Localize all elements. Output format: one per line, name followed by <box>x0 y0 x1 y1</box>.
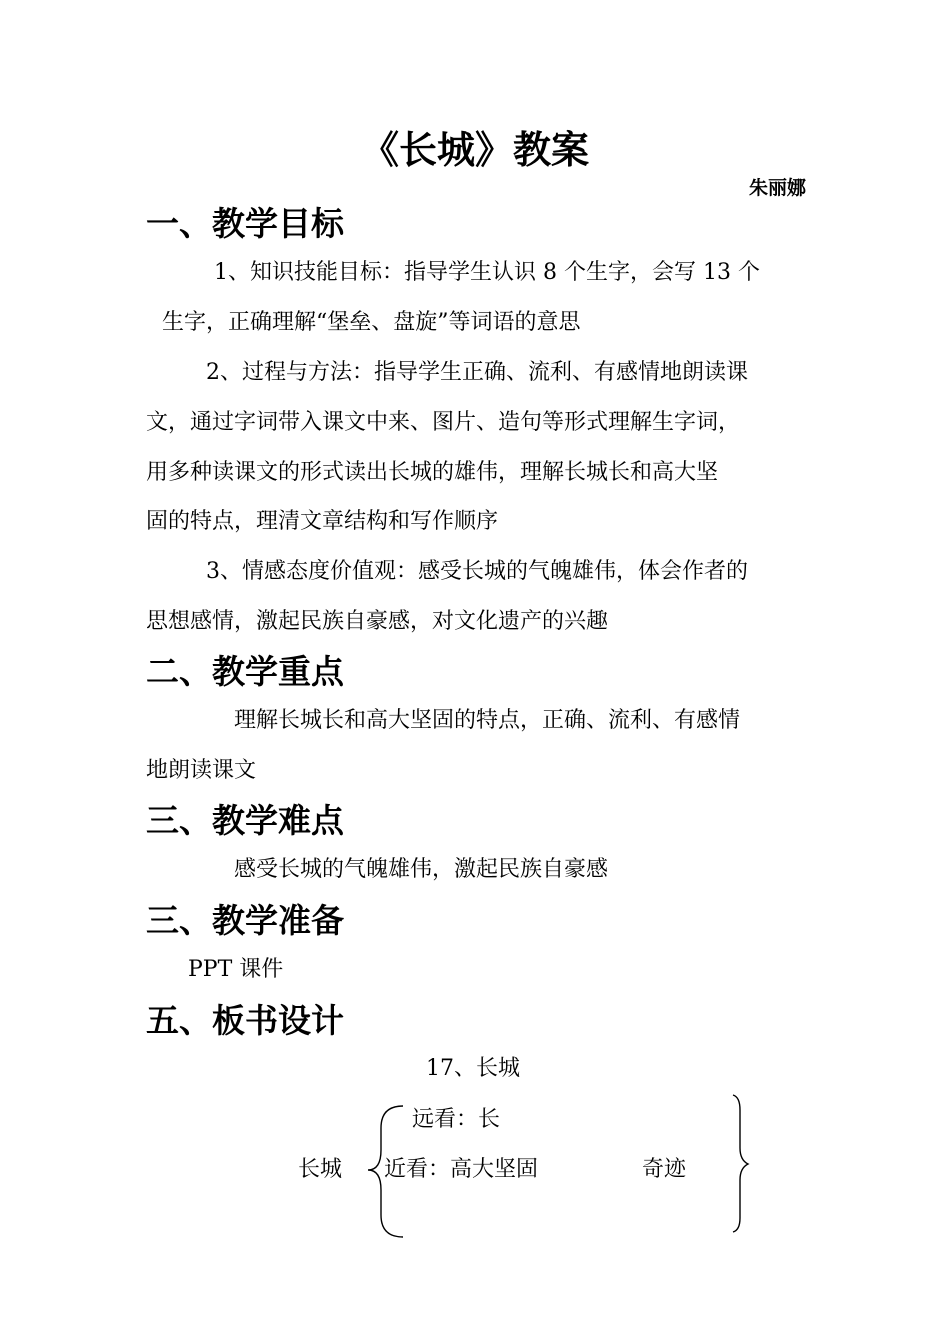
goal-1-line-1: 1、知识技能目标：指导学生认识 8 个生字，会写 13 个 <box>214 260 760 285</box>
section-heading-preparation: 三、教学准备 <box>146 901 344 940</box>
focus-line-1: 理解长城长和高大坚固的特点，正确、流利、有感情 <box>234 708 741 733</box>
difficulty-line-1: 感受长城的气魄雄伟，激起民族自豪感 <box>234 857 609 882</box>
board-subject: 长城 <box>298 1157 343 1182</box>
author-name: 朱丽娜 <box>748 177 806 199</box>
goal-3-line-1: 3、情感态度价值观：感受长城的气魄雄伟，体会作者的 <box>206 559 748 584</box>
section-heading-goals: 一、教学目标 <box>146 204 344 243</box>
board-near-view: 近看：高大坚固 <box>384 1157 539 1182</box>
goal-2-line-1: 2、过程与方法：指导学生正确、流利、有感情地朗读课 <box>206 360 748 385</box>
focus-line-2: 地朗读课文 <box>146 758 257 783</box>
goal-3-line-2: 思想感情，激起民族自豪感，对文化遗产的兴趣 <box>146 609 609 634</box>
goal-1-line-2: 生字，正确理解“堡垒、盘旋”等词语的意思 <box>162 310 581 335</box>
section-heading-focus: 二、教学重点 <box>146 652 344 691</box>
goal-2-line-3: 用多种读课文的形式读出长城的雄伟，理解长城长和高大坚 <box>146 460 719 485</box>
board-far-view: 远看：长 <box>412 1107 501 1132</box>
left-brace-icon <box>368 1106 403 1237</box>
right-brace-icon <box>733 1095 748 1232</box>
document-title: 《长城》教案 <box>360 128 589 172</box>
goal-2-line-2: 文，通过字词带入课文中来、图片、造句等形式理解生字词， <box>146 410 741 435</box>
section-heading-board: 五、板书设计 <box>146 1001 344 1040</box>
section-heading-difficulty: 三、教学难点 <box>146 801 344 840</box>
goal-2-line-4: 固的特点，理清文章结构和写作顺序 <box>146 509 499 534</box>
board-lesson-title: 17、长城 <box>426 1056 520 1081</box>
preparation-line-1: PPT 课件 <box>188 957 284 982</box>
board-conclusion: 奇迹 <box>642 1157 687 1182</box>
